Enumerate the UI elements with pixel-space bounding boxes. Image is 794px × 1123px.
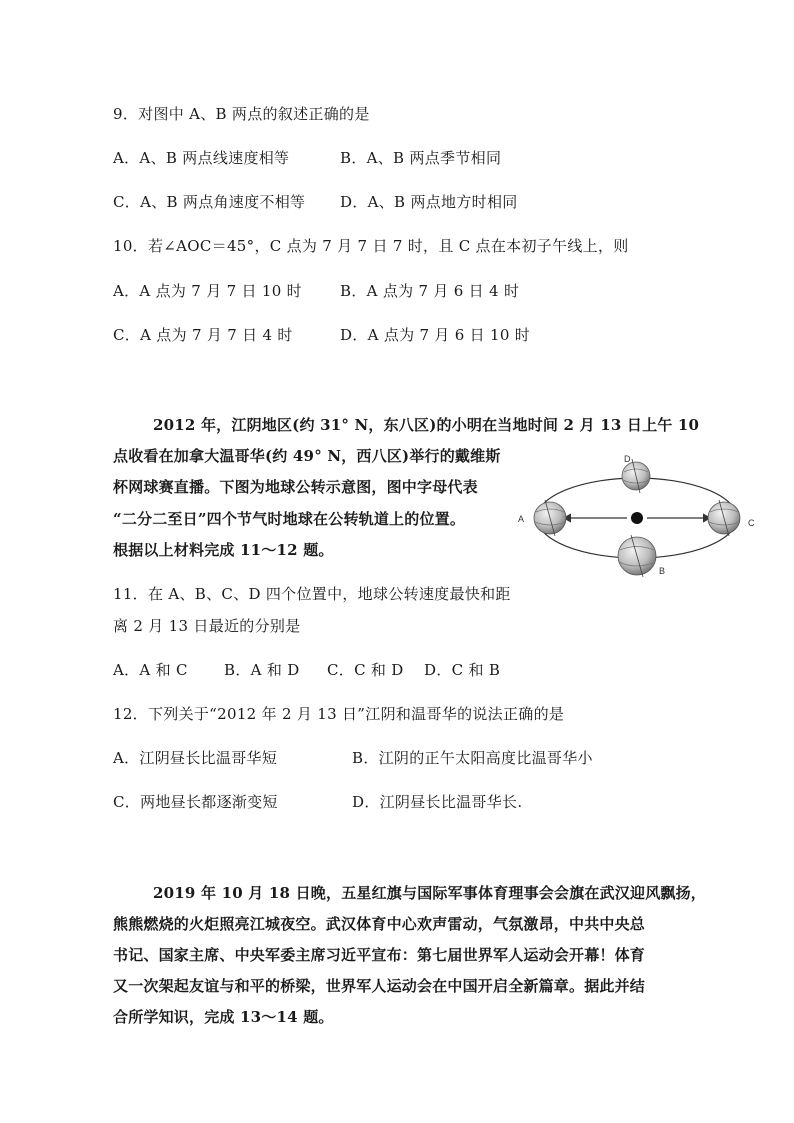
earth-c-icon [708,500,740,536]
q10-stem: 10．若∠AOC＝45°，C 点为 7 月 7 日 7 时，且 C 点在本初子午线上，则 [113,237,629,255]
sun-icon [631,512,643,524]
q12-option-a: A．江阴昼长比温哥华短 [113,749,278,767]
passage1-line-2: 点收看在加拿大温哥华(约 49° N，西八区)举行的戴维斯 [113,447,501,465]
earth-a-icon [534,500,566,536]
earth-d-icon [622,459,650,493]
q10-option-c: C．A 点为 7 月 7 日 4 时 [113,326,293,344]
passage2-line-2: 熊熊燃烧的火炬照亮江城夜空。武汉体育中心欢声雷动，气氛激昂，中共中央总 [113,915,646,933]
passage1-line-3: 杯网球赛直播。下图为地球公转示意图，图中字母代表 [113,478,478,496]
label-b: B [659,566,666,576]
passage2-line-3: 书记、国家主席、中央军委主席习近平宣布：第七届世界军人运动会开幕！体育 [113,946,646,964]
q11-option-d: D．C 和 B [424,661,501,679]
q10-option-b: B．A 点为 7 月 6 日 4 时 [340,282,520,300]
label-c: C [748,518,755,528]
passage1-line-5: 根据以上材料完成 11～12 题。 [113,541,334,559]
q9-option-a: A．A、B 两点线速度相等 [113,149,290,167]
label-a: A [518,514,525,524]
q11-option-a: A．A 和 C [113,661,188,679]
q11-stem-line-1: 11．在 A、B、C、D 四个位置中，地球公转速度最快和距 [113,585,511,603]
passage2-line-5: 合所学知识，完成 13～14 题。 [113,1008,334,1026]
passage2-line-4: 又一次架起友谊与和平的桥梁，世界军人运动会在中国开启全新篇章。据此并结 [113,977,646,995]
label-d: D [624,454,631,464]
q9-option-d: D．A、B 两点地方时相同 [340,193,518,211]
q12-option-c: C．两地昼长都逐渐变短 [113,793,278,811]
passage1-line-4: “二分二至日”四个节气时地球在公转轨道上的位置。 [113,510,466,528]
q9-option-b: B．A、B 两点季节相同 [340,149,502,167]
q12-option-b: B．江阴的正午太阳高度比温哥华小 [352,749,593,767]
q10-option-d: D．A 点为 7 月 6 日 10 时 [340,326,531,344]
q11-option-c: C．C 和 D [327,661,404,679]
q9-option-c: C．A、B 两点角速度不相等 [113,193,306,211]
q9-stem: 9．对图中 A、B 两点的叙述正确的是 [113,105,370,123]
earth-orbit-figure [512,446,762,586]
passage2-line-1: 2019 年 10 月 18 日晚，五星红旗与国际军事体育理事会会旗在武汉迎风飘扬， [153,884,707,902]
q10-option-a: A．A 点为 7 月 7 日 10 时 [113,282,302,300]
passage1-line-1: 2012 年，江阴地区(约 31° N，东八区)的小明在当地时间 2 月 13 日上午 10 [153,416,700,434]
q11-option-b: B．A 和 D [224,661,300,679]
q11-stem-line-2: 离 2 月 13 日最近的分别是 [113,617,301,635]
q12-option-d: D．江阴昼长比温哥华长. [352,793,523,811]
q12-stem: 12．下列关于“2012 年 2 月 13 日”江阴和温哥华的说法正确的是 [113,705,565,723]
earth-b-icon [618,535,656,577]
